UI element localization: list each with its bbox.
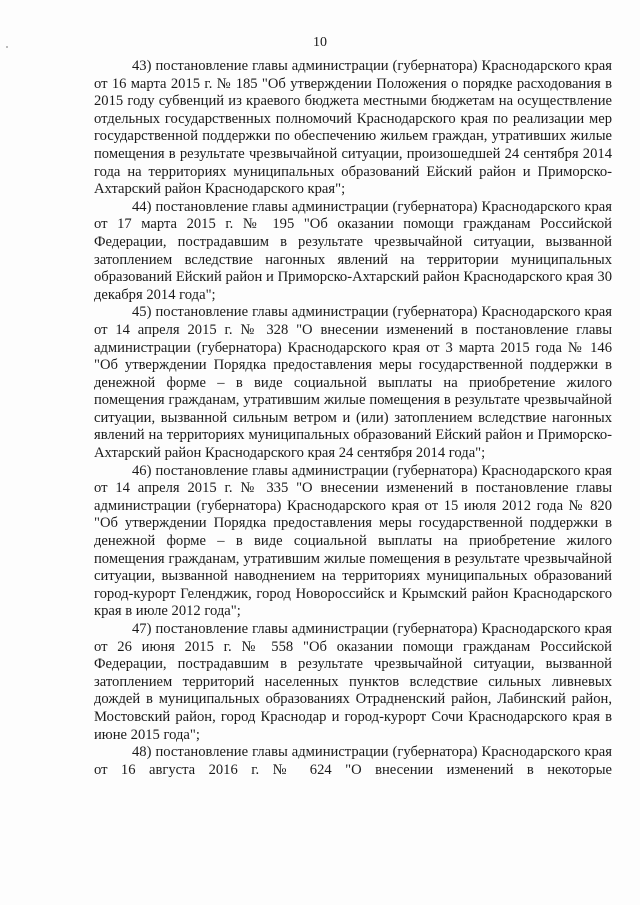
list-item-43: 43) постановление главы администрации (губернатора) Краснодарского края от 16 марта 2015 г. № 185 "Об утверждении Положения о порядке расходования в 2015 году субвенций из краевого бюджета местными бюджетам на осуществление отдельных государственных полномочий Краснодарского края по реализации мер государственной поддержки по обеспечению жильем граждан, утративших жилые помещения в результате чрезвычайной ситуации, произошедшей 24 сентября 2014 года на территориях муниципальных образований Ейский район и Приморско-Ахтарский район Краснодарского края"; xyxy=(94,58,612,198)
page-number: 10 xyxy=(313,35,327,50)
list-item-45: 45) постановление главы администрации (губернатора) Краснодарского края от 14 апреля 2015 г. № 328 "О внесении изменений в постановление главы администрации (губернатора) Краснодарского края от 3 марта 2015 года № 146 "Об утверждении Порядка предоставления меры государственной поддержки в денежной форме – в виде социальной выплаты на приобретение жилого помещения гражданам, утратившим жилые помещения в результате чрезвычайной ситуации, вызванной сильным ветром и (или) затоплением вследствие нагонных явлений на территориях муниципальных образований Ейский район и Приморско-Ахтарский район Краснодарского края 24 сентября 2014 года"; xyxy=(94,304,612,462)
list-item-44: 44) постановление главы администрации (губернатора) Краснодарского края от 17 марта 2015 г. № 195 "Об оказании помощи гражданам Российской Федерации, пострадавшим в результате чрезвычайной ситуации, вызванной затоплением вследствие нагонных явлений на территории муниципальных образований Ейский район и Приморско-Ахтарский район Краснодарского края 30 декабря 2014 года"; xyxy=(94,198,612,303)
document-body xyxy=(94,58,612,779)
list-item-48: 48) постановление главы администрации (губернатора) Краснодарского края от 16 августа 2016 г. № 624 "О внесении изменений в некоторые xyxy=(94,744,612,778)
list-item-46: 46) постановление главы администрации (губернатора) Краснодарского края от 14 апреля 2015 г. № 335 "О внесении изменений в постановление главы администрации (губернатора) Краснодарского края от 15 июля 2012 года № 820 "Об утверждении Порядка предоставления меры государственной поддержки в денежной форме – в виде социальной выплаты на приобретение жилого помещения гражданам, утратившим жилые помещения в результате чрезвычайной ситуации, вызванной наводнением на территориях муниципальных образований город-курорт Геленджик, город Новороссийск и Крымский район Краснодарского края в июле 2012 года"; xyxy=(94,462,612,620)
list-item-47: 47) постановление главы администрации (губернатора) Краснодарского края от 26 июня 2015 г. № 558 "Об оказании помощи гражданам Российской Федерации, пострадавшим в результате чрезвычайной ситуации, вызванной затоплением территорий населенных пунктов вследствие сильных ливневых дождей в муниципальных образованиях Отрадненский район, Лабинский район, Мостовский район, город Краснодар и город-курорт Сочи Краснодарского края в июне 2015 года"; xyxy=(94,621,612,743)
